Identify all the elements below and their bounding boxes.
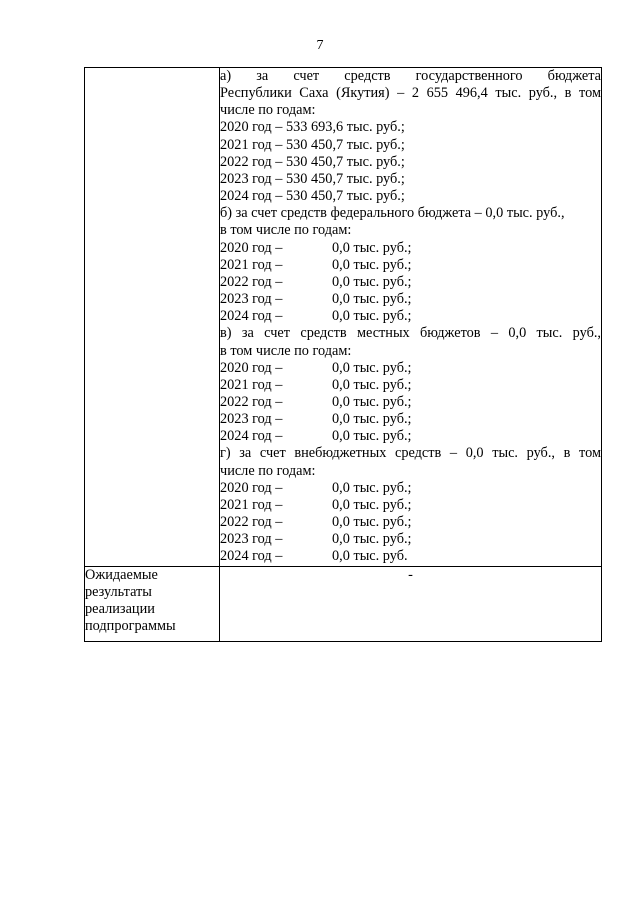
funding-g-year-row — [220, 497, 601, 514]
funding-v-year-row — [220, 411, 601, 428]
year-amount: 0,0 тыс. руб.; — [332, 428, 412, 445]
funding-v-line-1: в) за счет средств местных бюджетов – 0,0 тыс. руб., — [220, 325, 601, 342]
funding-a-line-2: Республики Саха (Якутия) – 2 655 496,4 тыс. руб., в том — [220, 85, 601, 102]
funding-a-line-1: а) за счет средств государственного бюджета — [220, 68, 601, 84]
year-amount: 0,0 тыс. руб.; — [332, 411, 412, 428]
funding-g-line-1: г) за счет внебюджетных средств – 0,0 тыс. руб., в том — [220, 445, 601, 462]
funding-v-year-row — [220, 377, 601, 394]
funding-a-year-2023: 2023 год – 530 450,7 тыс. руб.; — [220, 170, 405, 187]
year-label: 2022 год – — [220, 393, 283, 410]
funding-b-year-row — [220, 274, 601, 291]
year-amount: 0,0 тыс. руб.; — [332, 273, 412, 290]
expected-results-row — [85, 566, 602, 641]
year-label: 2021 год – — [220, 496, 283, 513]
funding-b-line-1: б) за счет средств федерального бюджета – 0,0 тыс. руб., — [220, 205, 565, 222]
year-label: 2023 год – — [220, 291, 283, 308]
expected-results-label-line: подпрограммы — [85, 618, 176, 634]
funding-g-year-row — [220, 531, 601, 548]
year-label: 2023 год – — [220, 531, 283, 548]
year-amount: 0,0 тыс. руб.; — [332, 291, 412, 308]
funding-sources-cell — [220, 68, 602, 567]
funding-b-year-row — [220, 308, 601, 325]
expected-results-label-line: результаты — [85, 583, 152, 600]
funding-g-line-2: числе по годам: — [220, 462, 316, 479]
expected-results-label-line: Ожидаемые — [85, 566, 158, 583]
funding-v-line-2: в том числе по годам: — [220, 342, 352, 359]
funding-v-year-row — [220, 394, 601, 411]
funding-a-year-2021: 2021 год – 530 450,7 тыс. руб.; — [220, 136, 405, 153]
year-amount: 0,0 тыс. руб. — [332, 548, 408, 565]
year-amount: 0,0 тыс. руб.; — [332, 359, 412, 376]
funding-g-year-row — [220, 548, 601, 565]
funding-v-year-row — [220, 360, 601, 377]
year-label: 2024 год – — [220, 428, 283, 445]
year-label: 2023 год – — [220, 411, 283, 428]
year-amount: 0,0 тыс. руб.; — [332, 308, 412, 325]
year-amount: 0,0 тыс. руб.; — [332, 531, 412, 548]
funding-g-year-row — [220, 514, 601, 531]
year-amount: 0,0 тыс. руб.; — [332, 479, 412, 496]
year-amount: 0,0 тыс. руб.; — [332, 256, 412, 273]
year-label: 2022 год – — [220, 273, 283, 290]
funding-b-year-row — [220, 240, 601, 257]
year-amount: 0,0 тыс. руб.; — [332, 376, 412, 393]
funding-a-year-2024: 2024 год – 530 450,7 тыс. руб.; — [220, 188, 405, 205]
year-label: 2020 год – — [220, 479, 283, 496]
funding-b-year-row — [220, 257, 601, 274]
funding-a-year-2022: 2022 год – 530 450,7 тыс. руб.; — [220, 153, 405, 170]
page-number: 7 — [316, 38, 324, 53]
year-label: 2024 год – — [220, 308, 283, 325]
year-label: 2024 год – — [220, 548, 283, 565]
expected-results-value: - — [408, 566, 413, 583]
funding-b-line-2: в том числе по годам: — [220, 222, 352, 239]
subprogram-passport-table — [84, 67, 602, 642]
year-amount: 0,0 тыс. руб.; — [332, 496, 412, 513]
funding-v-year-row — [220, 428, 601, 445]
year-label: 2021 год – — [220, 376, 283, 393]
expected-results-label-line: реализации — [85, 600, 155, 617]
funding-label-cell — [85, 68, 220, 567]
funding-a-year-2020: 2020 год – 533 693,6 тыс. руб.; — [220, 119, 405, 136]
year-amount: 0,0 тыс. руб.; — [332, 514, 412, 531]
year-amount: 0,0 тыс. руб.; — [332, 393, 412, 410]
funding-row — [85, 68, 602, 567]
year-label: 2020 год – — [220, 359, 283, 376]
funding-a-line-3: числе по годам: — [220, 102, 316, 119]
year-label: 2021 год – — [220, 256, 283, 273]
expected-results-label-cell — [85, 566, 220, 641]
year-label: 2022 год – — [220, 514, 283, 531]
funding-b-year-row — [220, 291, 601, 308]
expected-results-value-cell — [220, 566, 602, 641]
year-label: 2020 год – — [220, 239, 283, 256]
year-amount: 0,0 тыс. руб.; — [332, 239, 412, 256]
funding-g-year-row — [220, 480, 601, 497]
